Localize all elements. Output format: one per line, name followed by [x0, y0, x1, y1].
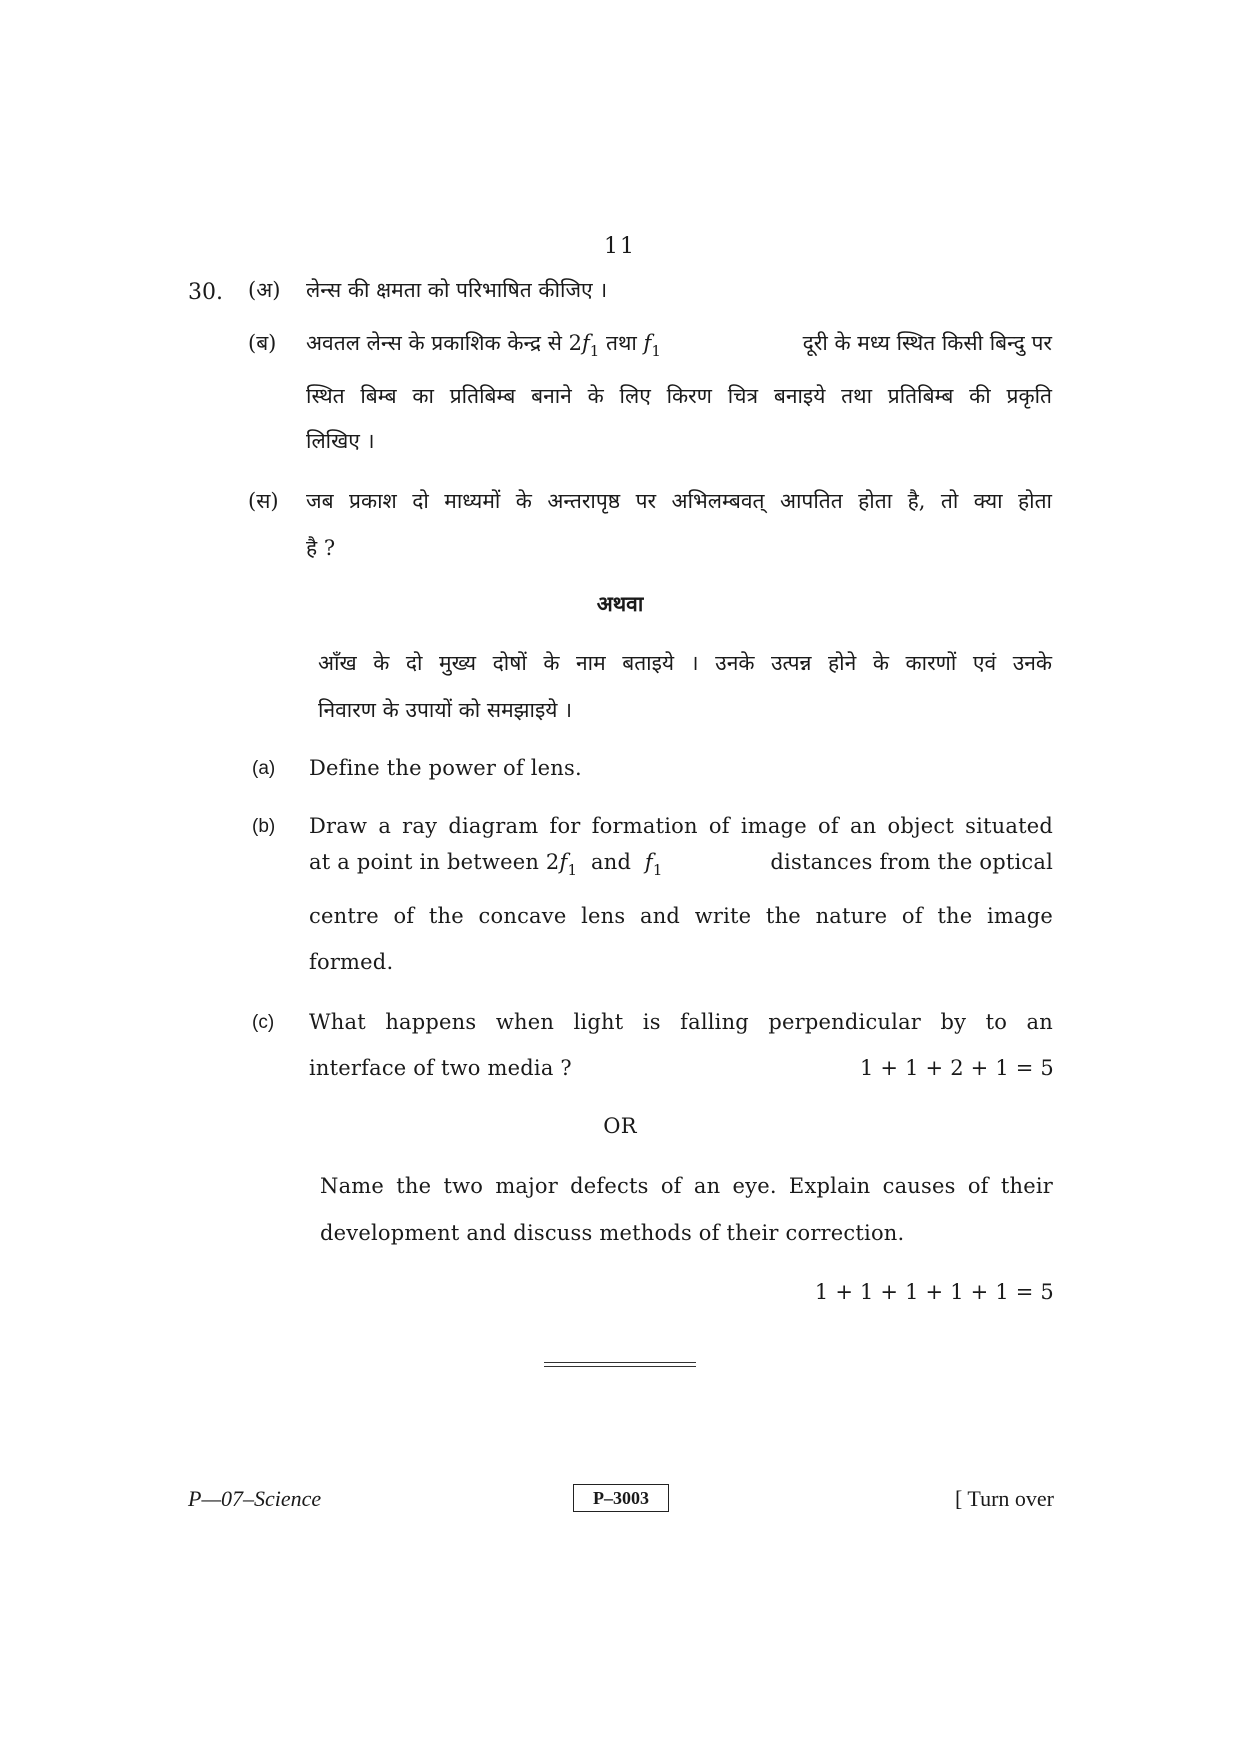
english-part-b-line2 [309, 850, 1053, 879]
hindi-part-b-line3: लिखिए । [306, 429, 375, 453]
hindi-part-b-line1 [306, 330, 1052, 364]
focal-f-symbol: f [559, 850, 568, 874]
english-part-b-line1: Draw a ray diagram for formation of image of an object situated [309, 814, 1053, 838]
hindi-b-pre: अवतल लेन्स के प्रकाशिक केन्द्र से 2 [306, 331, 582, 355]
english-b-pre: at a point in between 2 [309, 850, 560, 874]
english-b-and: and [591, 850, 632, 874]
english-part-a-label: (a) [252, 758, 276, 779]
english-part-c-line1: What happens when light is falling perpendicular by to an [309, 1010, 1053, 1034]
marks-allocation: 1 + 1 + 2 + 1 = 5 [860, 1056, 1054, 1080]
hindi-part-c-label: (स) [248, 489, 279, 513]
english-part-c-line2: interface of two media ? [309, 1056, 572, 1080]
focal-subscript: 1 [589, 342, 600, 360]
hindi-part-a-text: लेन्स की क्षमता को परिभाषित कीजिए । [306, 278, 608, 302]
hindi-part-c-line1: जब प्रकाश दो माध्यमों के अन्तरापृष्ठ पर अभिलम्बवत् आपतित होता है, तो क्या होता [306, 489, 1052, 513]
focal-subscript: 1 [651, 342, 661, 360]
english-b-post: distances from the optical [770, 850, 1053, 874]
english-part-b-label: (b) [252, 816, 276, 837]
hindi-or-line1: आँख के दो मुख्य दोषों के नाम बताइये । उनके उत्पन्न होने के कारणों एवं उनके [318, 651, 1052, 675]
hindi-or-line2: निवारण के उपायों को समझाइये । [318, 698, 573, 722]
english-or-line2: development and discuss methods of their correction. [320, 1221, 905, 1245]
english-part-b-line4: formed. [309, 950, 394, 974]
focal-f-symbol: f [643, 331, 652, 355]
focal-f-symbol: f [582, 331, 590, 355]
hindi-part-b-line2: स्थित बिम्ब का प्रतिबिम्ब बनाने के लिए किरण चित्र बनाइये तथा प्रतिबिम्ब की प्रकृति [306, 384, 1052, 408]
footer-paper-code: P—07–Science [188, 1486, 322, 1511]
focal-f-symbol: f [644, 850, 653, 874]
page-number: 11 [604, 234, 636, 259]
focal-subscript: 1 [567, 861, 578, 879]
footer-booklet-code: P–3003 [573, 1484, 669, 1512]
english-part-b-line3: centre of the concave lens and write the nature of the image [309, 904, 1053, 928]
question-number: 30. [188, 280, 223, 305]
hindi-or-heading: अथवा [596, 591, 644, 616]
english-or-heading: OR [603, 1114, 637, 1138]
hindi-part-c-line2: है ? [306, 536, 336, 560]
or-marks-allocation: 1 + 1 + 1 + 1 + 1 = 5 [814, 1280, 1054, 1304]
footer-turn-over: [ Turn over [954, 1486, 1054, 1511]
end-double-rule [544, 1362, 696, 1367]
hindi-part-a-label: (अ) [248, 278, 281, 302]
hindi-part-b-label: (ब) [248, 331, 277, 355]
focal-subscript: 1 [652, 861, 663, 879]
hindi-b-post: दूरी के मध्य स्थित किसी बिन्दु पर [802, 331, 1052, 355]
english-or-line1: Name the two major defects of an eye. Explain causes of their [320, 1174, 1053, 1198]
hindi-b-tatha: तथा [606, 331, 637, 355]
english-part-c-label: (c) [252, 1012, 275, 1033]
english-part-a-text: Define the power of lens. [309, 756, 582, 780]
